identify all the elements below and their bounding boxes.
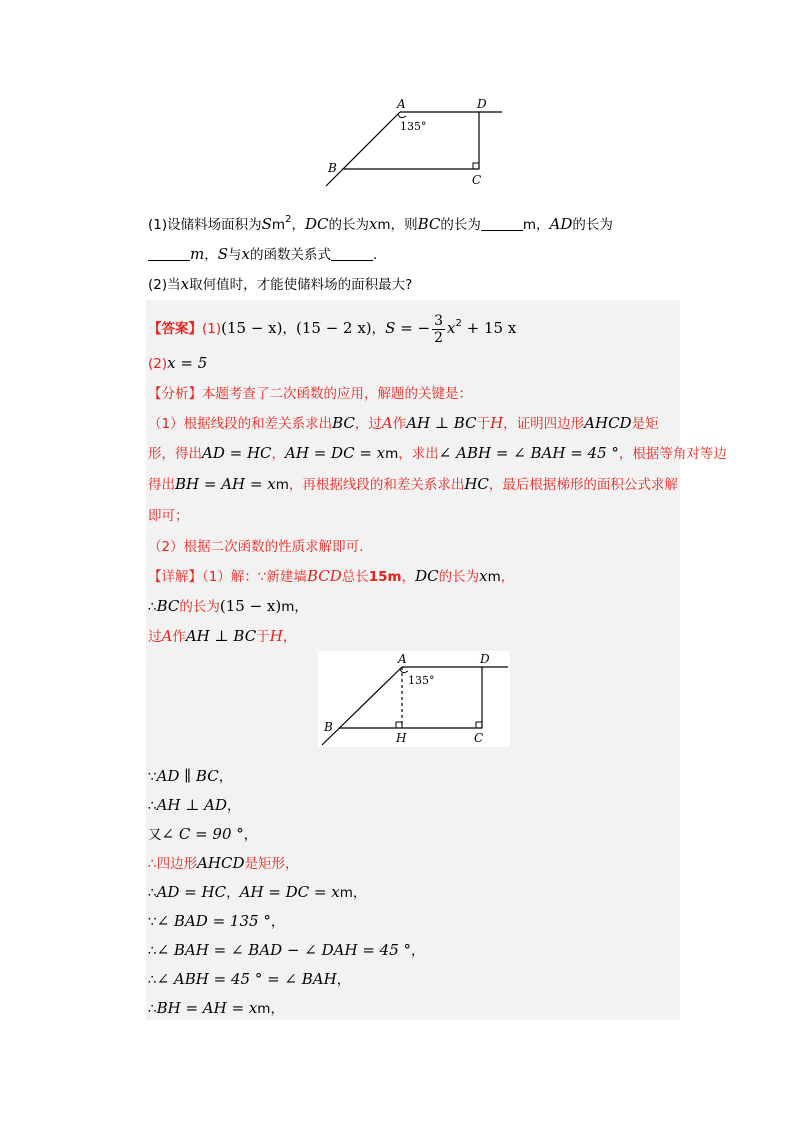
analysis-p1-line4: 即可； [148,508,189,524]
fraction-3-over-2: $\frac{3}{2}$ [434,312,444,346]
fig2-label-A: A [398,652,407,666]
proof-step-3: 又∠ C = 90 °， [148,825,258,843]
answer-blank[interactable] [331,246,373,261]
fig1-angle-label: 135° [400,120,427,133]
proof-step-1: ∵AD ∥ BC， [148,767,233,785]
answer-blank[interactable] [148,246,190,261]
detail-line-2: ∴BC的长为(15 − x)m， [148,597,308,615]
question-1-line2: m，S与x的函数关系式 . [148,244,377,265]
question-1-line1: (1)设储料场面积为Sm$^2$，DC的长为xm，则BC的长为 m，AD的长为 [148,214,613,233]
proof-step-4: ∴四边形AHCD是矩形， [148,854,299,872]
fig1-label-A: A [397,97,406,111]
analysis-p1-line2: 形，得出AD = HC，AH = DC = xm，求出∠ ABH = ∠ BAH = 45 °，根据等角对等边 [148,444,727,462]
fig2-label-B: B [324,720,333,734]
detail-line-3: 过A作AH ⊥ BC于H， [148,627,297,645]
fig1-label-B: B [328,161,337,175]
analysis-p1-line3: 得出BH = AH = xm，再根据线段的和差关系求出HC，最后根据梯形的面积公式求解 [148,475,678,493]
analysis-p2: （2）根据二次函数的性质求解即可. [148,539,364,555]
analysis-intro: 【分析】本题考查了二次函数的应用，解题的关键是： [148,386,472,402]
fig1-label-C: C [472,173,482,187]
detail-line-1: 【详解】（1）解：∵新建墙BCD总长15m，DC的长为xm， [148,567,515,585]
proof-step-7: ∴∠ BAH = ∠ BAD − ∠ DAH = 45 °， [148,941,425,959]
fig2-label-C: C [474,731,484,745]
fig2-angle-label: 135° [408,674,435,687]
figure-trapezoid-with-height [318,651,510,747]
answer-line-1: 【答案】(1)(15 − x)，(15 − 2 x)，S = − $\frac{3}{2}$ $x^2 + 15$ x [148,312,517,346]
proof-step-8: ∴∠ ABH = 45 ° = ∠ BAH， [148,970,351,988]
question-2: (2)当x取何值时，才能使储料场的面积最大? [148,275,413,293]
answer-blank[interactable] [481,216,523,231]
answer-line-2: (2)x = 5 [148,354,208,372]
proof-step-5: ∴AD = HC，AH = DC = xm， [148,883,367,901]
fig1-label-D: D [477,97,487,111]
fig2-label-D: D [480,652,490,666]
proof-step-9: ∴BH = AH = xm， [148,999,284,1017]
fig2-label-H: H [396,731,407,745]
proof-step-2: ∴AH ⊥ AD， [148,796,241,814]
figure-trapezoid [320,92,510,188]
analysis-p1-line1: （1）根据线段的和差关系求出BC，过A作AH ⊥ BC于H，证明四边形AHCD是矩 [148,414,659,432]
proof-step-6: ∵∠ BAD = 135 °， [148,912,285,930]
